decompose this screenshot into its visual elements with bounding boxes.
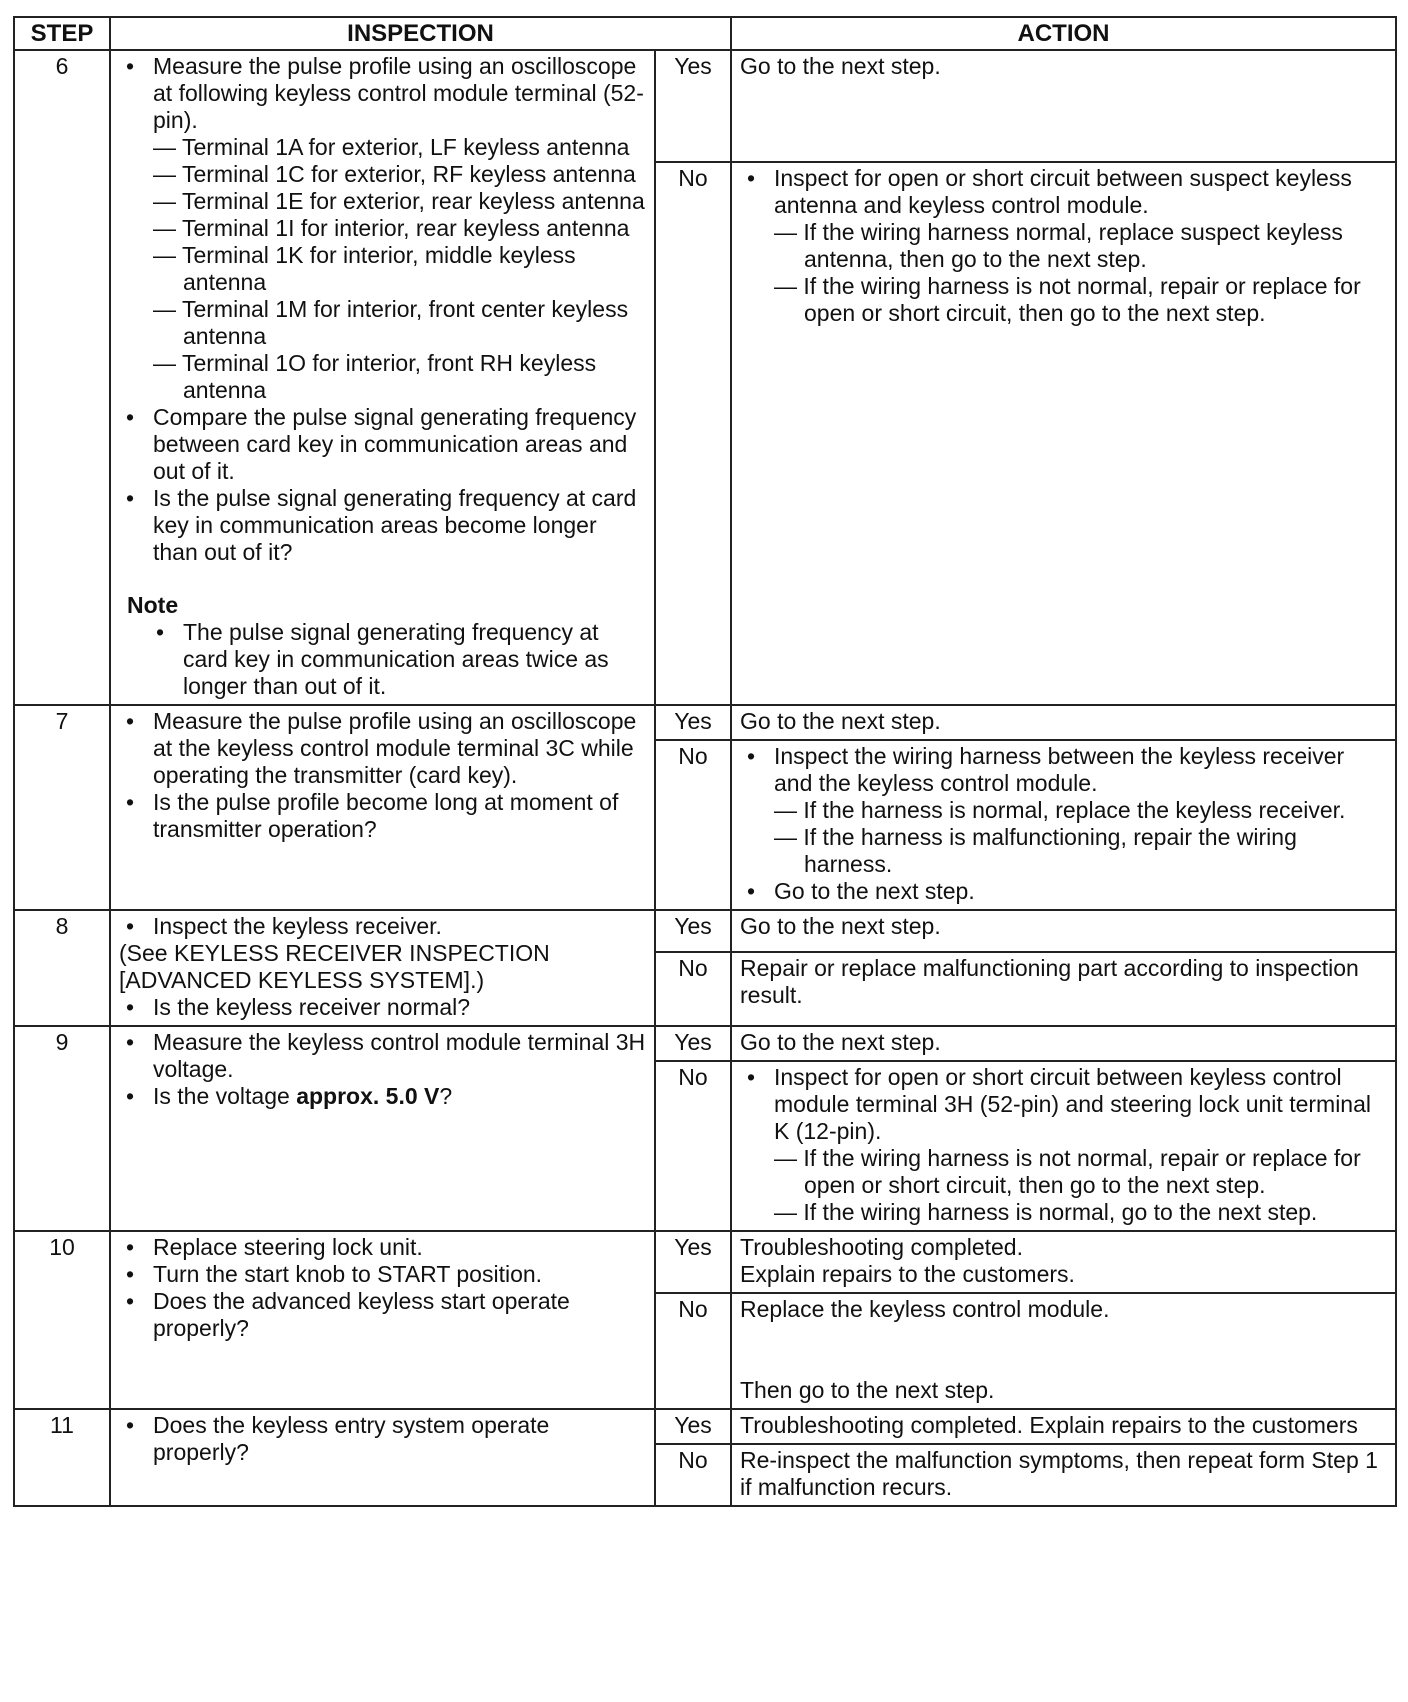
step-6-yes-row [14,50,1396,162]
action-item: • Inspect for open or short circuit between keyless control module terminal 3H (52-pin) and steering lock unit terminal K (12-pin). — If the wiring harness is not normal, repair or replace for open or short circuit, then go to the next step. — If the wiring harness is normal, go to the next step. [774,1064,1387,1226]
yes-label: Yes [655,910,731,952]
terminal-item: — Terminal 1O for interior, front RH keyless antenna [153,350,597,403]
terminal-item: — Terminal 1E for exterior, rear keyless antenna [153,188,645,214]
step-10-yes-row [14,1231,1396,1293]
step-7-yes-row [14,705,1396,740]
terminal-item: — Terminal 1K for interior, middle keyless antenna [153,242,576,295]
no-label: No [655,162,731,705]
inspection-item: • Is the keyless receiver normal? [153,994,646,1021]
inspection-cell [110,50,655,705]
note-item: • The pulse signal generating frequency at card key in communication areas twice as longer than out of it. [183,619,646,700]
terminal-item: — Terminal 1I for interior, rear keyless antenna [153,215,630,241]
inspection-item: • Is the pulse signal generating frequency at card key in communication areas become longer than out of it? [153,485,646,566]
inspection-item: • Inspect the keyless receiver. [153,913,646,940]
step-header: STEP [14,17,110,50]
yes-action: Go to the next step. [731,705,1396,740]
yes-label: Yes [655,1026,731,1061]
see-reference: (See KEYLESS RECEIVER INSPECTION [ADVANCED KEYLESS SYSTEM].) [119,940,550,993]
header-row [14,17,1396,50]
step-number: 8 [14,910,110,1026]
inspection-item: • Measure the pulse profile using an oscilloscope at the keyless control module terminal 3C while operating the transmitter (card key). [153,708,646,789]
inspection-cell [110,910,655,1026]
step-number: 7 [14,705,110,910]
step-number: 9 [14,1026,110,1231]
yes-action-line: Explain repairs to the customers. [740,1261,1075,1287]
no-action-line: Replace the keyless control module. [740,1296,1110,1322]
no-action [731,1293,1396,1409]
no-action: Re-inspect the malfunction symptoms, then repeat form Step 1 if malfunction recurs. [731,1444,1396,1506]
action-sub-item: — If the harness is normal, replace the keyless receiver. [774,797,1346,823]
inspection-item: • Measure the keyless control module terminal 3H voltage. [153,1029,646,1083]
yes-action: Troubleshooting completed. Explain repairs to the customers [731,1409,1396,1444]
action-item: • Inspect the wiring harness between the keyless receiver and the keyless control module. — If the harness is normal, replace the keyless receiver. — If the harness is malfunctioning, repair the wiring harness. [774,743,1387,878]
yes-action: Go to the next step. [731,50,1396,162]
inspection-item: • Compare the pulse signal generating frequency between card key in communication areas and out of it. [153,404,646,485]
action-sub-item: — If the wiring harness is normal, go to the next step. [774,1199,1318,1225]
inspection-cell [110,705,655,910]
step-11-yes-row [14,1409,1396,1444]
action-item: • Inspect for open or short circuit between suspect keyless antenna and keyless control module. — If the wiring harness normal, replace suspect keyless antenna, then go to the next step. — If the wiring harness is not normal, repair or replace for open or short circuit, then go to the next step. [774,165,1387,327]
step-number: 10 [14,1231,110,1409]
inspection-item: • Replace steering lock unit. [153,1234,646,1261]
inspection-header: INSPECTION [110,17,731,50]
yes-label: Yes [655,705,731,740]
action-sub-item: — If the harness is malfunctioning, repair the wiring harness. [774,824,1297,877]
yes-action-line: Troubleshooting completed. [740,1234,1023,1260]
step-8-yes-row [14,910,1396,952]
note-label: Note [127,592,179,618]
action-item: • Go to the next step. [774,878,1387,905]
inspection-item: • Does the advanced keyless start operate properly? [153,1288,646,1342]
step-number: 11 [14,1409,110,1506]
inspection-item: • Does the keyless entry system operate properly? [153,1412,646,1466]
inspection-item: • Turn the start knob to START position. [153,1261,646,1288]
yes-action: Go to the next step. [731,910,1396,952]
no-label: No [655,952,731,1026]
terminal-item: — Terminal 1M for interior, front center keyless antenna [153,296,629,349]
yes-action: Go to the next step. [731,1026,1396,1061]
no-action [731,162,1396,705]
yes-label: Yes [655,50,731,162]
no-label: No [655,1293,731,1409]
troubleshooting-table [13,16,1397,1507]
no-action: Repair or replace malfunctioning part according to inspection result. [731,952,1396,1026]
action-sub-item: — If the wiring harness is not normal, repair or replace for open or short circuit, then go to the next step. [774,1145,1361,1198]
no-label: No [655,740,731,910]
yes-action [731,1231,1396,1293]
no-label: No [655,1061,731,1231]
no-action-line: Then go to the next step. [740,1377,995,1403]
inspection-cell [110,1231,655,1409]
terminal-item: — Terminal 1A for exterior, LF keyless antenna [153,134,630,160]
step-9-yes-row [14,1026,1396,1061]
inspection-item: • Is the voltage approx. 5.0 V? [153,1083,646,1110]
inspection-item: • Measure the pulse profile using an oscilloscope at following keyless control module terminal (52-pin). — Terminal 1A for exterior, LF keyless antenna — Terminal 1C for exterior, RF keyless antenna — Terminal 1E for exterior, rear keyless antenna — Terminal 1I for interior, rear keyless antenna — Terminal 1K for interior, middle keyless antenna — Terminal 1M for interior, front center keyless antenna — Terminal 1O for interior, front RH keyless antenna [153,53,646,404]
no-action [731,740,1396,910]
step-number: 6 [14,50,110,705]
action-sub-item: — If the wiring harness normal, replace suspect keyless antenna, then go to the next step. [774,218,1343,272]
inspection-item: • Is the pulse profile become long at moment of transmitter operation? [153,789,646,843]
inspection-cell [110,1026,655,1231]
yes-label: Yes [655,1231,731,1293]
yes-label: Yes [655,1409,731,1444]
action-header: ACTION [731,17,1396,50]
voltage-spec: approx. 5.0 V [296,1083,440,1109]
no-label: No [655,1444,731,1506]
action-sub-item: — If the wiring harness is not normal, repair or replace for open or short circuit, then go to the next step. [774,272,1361,326]
terminal-item: — Terminal 1C for exterior, RF keyless antenna [153,161,636,187]
no-action [731,1061,1396,1231]
inspection-cell [110,1409,655,1506]
